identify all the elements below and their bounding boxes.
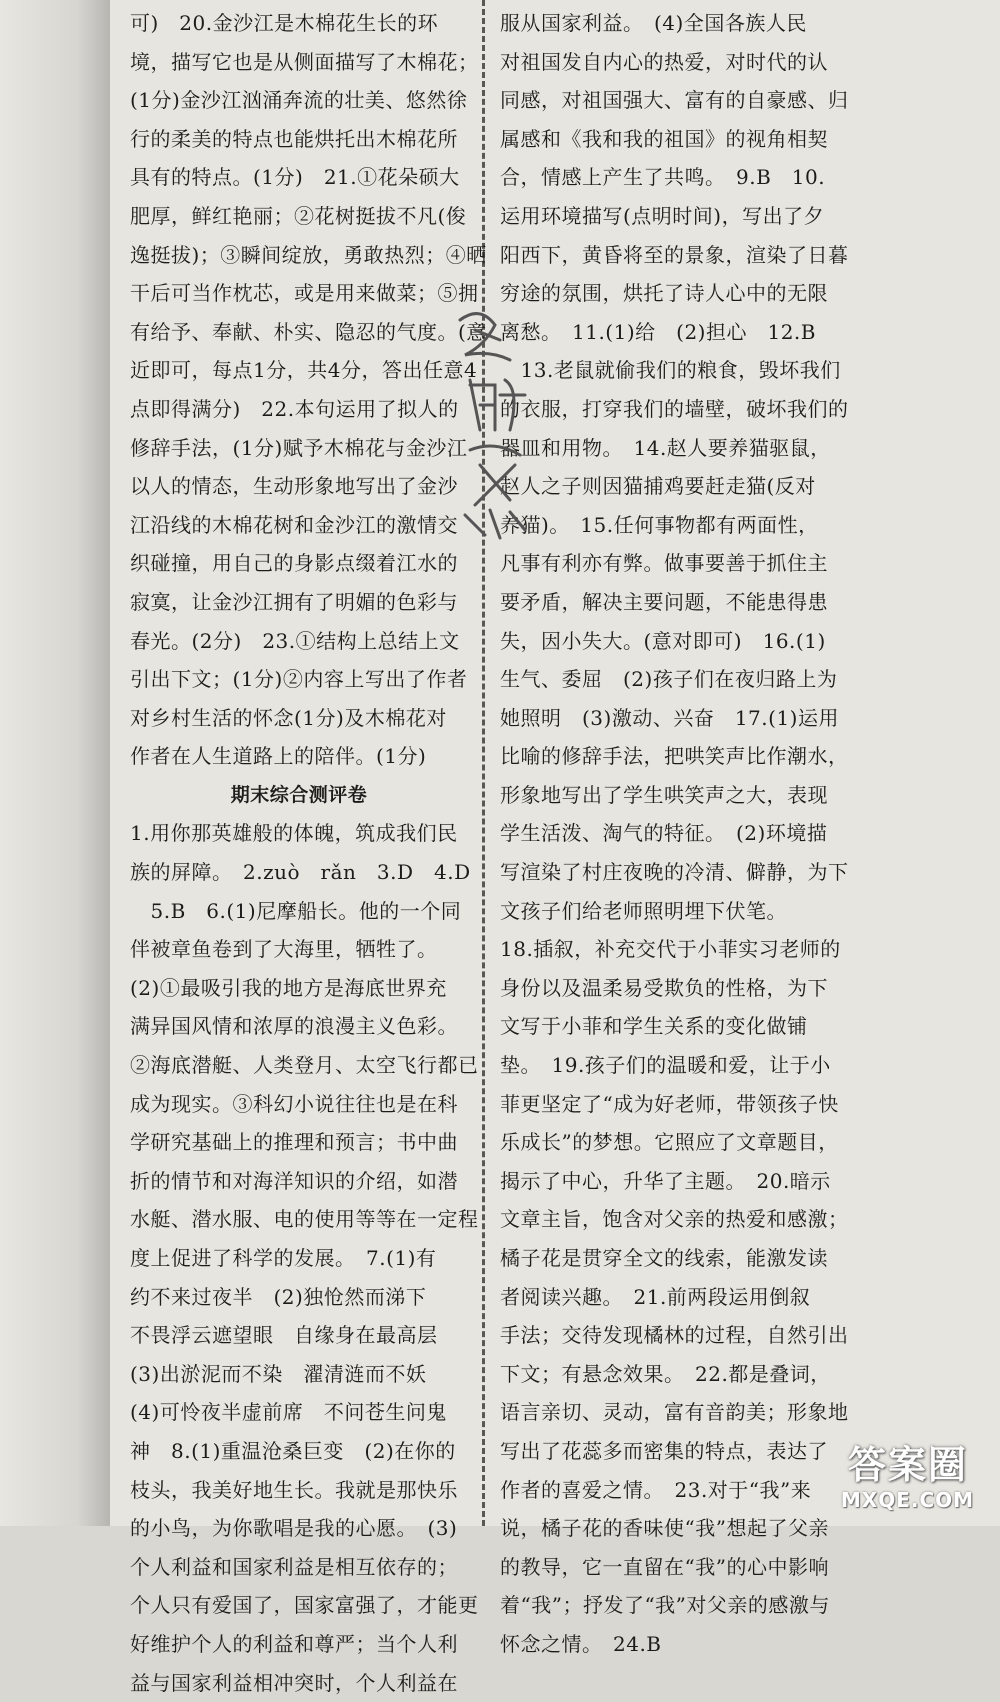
right-text-line: 属感和《我和我的祖国》的视角相契 — [500, 126, 828, 151]
right-text-line: 失，因小失大。(意对即可) 16.(1) — [500, 628, 826, 653]
right-text-line: 同感，对祖国强大、富有的自豪感、归 — [500, 88, 849, 113]
left-text-line: 5.B 6.(1)尼摩船长。他的一个同 — [130, 898, 462, 923]
right-text-line: 服从国家利益。 (4)全国各族人民 — [500, 11, 807, 35]
right-text-line: 的衣服，打穿我们的墙壁，破坏我们的 — [500, 396, 849, 421]
left-text-line: (4)可怜夜半虚前席 不问苍生问鬼 — [130, 1400, 447, 1425]
left-text-line: 益与国家利益相冲突时，个人利益在 — [130, 1670, 458, 1695]
left-text-line: 个人利益和国家利益是相互依存的； — [130, 1554, 458, 1579]
right-text-line: 18.插叙，补充交代于小菲实习老师的 — [500, 937, 841, 962]
right-text-line: 生气、委屈 (2)孩子们在夜归路上为 — [500, 667, 838, 692]
left-text-line: (1分)金沙江汹涌奔流的壮美、悠然徐 — [130, 88, 468, 113]
left-text-line: 学研究基础上的推理和预言；书中曲 — [130, 1130, 458, 1155]
right-text-line: 写渲染了村庄夜晚的冷清、僻静，为下 — [500, 860, 849, 885]
left-text-line: 修辞手法，(1分)赋予木棉花与金沙江 — [130, 435, 468, 460]
right-text-line: 合，情感上产生了共鸣。 9.B 10. — [500, 165, 826, 190]
left-text-line: 水艇、潜水服、电的使用等等在一定程 — [130, 1207, 479, 1232]
left-text-line: 作者在人生道路上的陪伴。(1分) — [130, 744, 427, 769]
column-divider — [482, 0, 485, 1526]
left-text-line: 的小鸟，为你歌唱是我的心愿。 (3) — [130, 1516, 458, 1541]
right-text-line: 对祖国发自内心的热爱，对时代的认 — [500, 49, 828, 74]
right-text-line: 怀念之情。 24.B — [500, 1631, 662, 1656]
right-text-line: 手法；交待发现橘林的过程，自然引出 — [500, 1323, 849, 1348]
left-text-line: 行的柔美的特点也能烘托出木棉花所 — [130, 126, 458, 151]
right-text-line: 揭示了中心，升华了主题。 20.暗示 — [500, 1168, 831, 1193]
right-text-line: 身份以及温柔易受欺负的性格，为下 — [500, 975, 828, 1000]
right-text-line: 她照明 (3)激动、兴奋 17.(1)运用 — [500, 705, 839, 730]
right-text-line: 凡事有利亦有弊。做事要善于抓住主 — [500, 551, 828, 576]
left-text-line: 个人只有爱国了，国家富强了，才能更 — [130, 1593, 479, 1618]
right-text-line: 学生活泼、淘气的特征。 (2)环境描 — [500, 821, 828, 846]
watermark-logo: 答案圈 — [847, 1443, 968, 1487]
left-text-line: 期末综合测评卷 — [230, 783, 368, 806]
right-text-line: 离愁。 11.(1)给 (2)担心 12.B — [500, 319, 816, 344]
left-text-line: 近即可，每点1分，共4分，答出任意4 — [130, 358, 478, 383]
left-text-line: 不畏浮云遮望眼 自缘身在最高层 — [130, 1323, 438, 1348]
left-text-line: 有给予、奉献、朴实、隐忍的气度。(意 — [130, 319, 487, 344]
right-text-line: 写出了花蕊多而密集的特点，表达了 — [500, 1438, 828, 1463]
right-text-line: 养猫)。 15.任何事物都有两面性， — [500, 512, 819, 537]
left-text-line: 枝头，我美好地生长。我就是那快乐 — [130, 1477, 458, 1502]
left-text-line: (2)①最吸引我的地方是海底世界充 — [130, 975, 447, 1000]
right-text-line: 穷途的氛围，烘托了诗人心中的无限 — [500, 281, 828, 306]
right-text-line: 下文；有悬念效果。 22.都是叠词， — [500, 1361, 831, 1386]
left-text-line: 好维护个人的利益和尊严；当个人利 — [130, 1631, 458, 1656]
right-text-line: 比喻的修辞手法，把哄笑声比作潮水， — [500, 744, 849, 769]
right-text-line: 形象地写出了学生哄笑声之大，表现 — [500, 782, 828, 807]
page-binding-shadow — [0, 0, 110, 1526]
right-text-line: 菲更坚定了“成为好老师，带领孩子快 — [500, 1091, 839, 1116]
left-text-line: 寂寞，让金沙江拥有了明媚的色彩与 — [130, 589, 458, 614]
right-text-line: 着“我”；抒发了“我”对父亲的感激与 — [500, 1593, 830, 1618]
right-text-line: 垫。 19.孩子们的温暖和爱，让于小 — [500, 1053, 831, 1078]
right-text-line: 文章主旨，饱含对父亲的热爱和感激； — [500, 1207, 849, 1232]
right-text-line: 13.老鼠就偷我们的粮食，毁坏我们 — [500, 358, 841, 383]
left-text-line: 以人的情态，生动形象地写出了金沙 — [130, 474, 458, 499]
right-column — [500, 4, 849, 1656]
left-text-line: 春光。(2分) 23.①结构上总结上文 — [130, 628, 460, 653]
right-text-line: 器皿和用物。 14.赵人要养猫驱鼠， — [500, 435, 831, 460]
left-text-line: 引出下文；(1分)②内容上写出了作者 — [130, 667, 468, 692]
left-text-line: 神 8.(1)重温沧桑巨变 (2)在你的 — [130, 1438, 456, 1463]
right-text-line: 乐成长”的梦想。它照应了文章题目， — [500, 1130, 839, 1155]
left-text-line: (3)出淤泥而不染 濯清涟而不妖 — [130, 1361, 427, 1386]
left-text-line: 干后可当作枕芯，或是用来做菜；⑤拥 — [130, 281, 479, 306]
left-text-line: 境，描写它也是从侧面描写了木棉花； — [130, 49, 479, 74]
left-text-line: 具有的特点。(1分) 21.①花朵硕大 — [130, 165, 460, 190]
right-text-line: 要矛盾，解决主要问题，不能患得患 — [500, 589, 828, 614]
left-text-line: 满异国风情和浓厚的浪漫主义色彩。 — [130, 1014, 458, 1039]
left-text-line: 成为现实。③科幻小说往往也是在科 — [130, 1091, 458, 1116]
left-text-line: 折的情节和对海洋知识的介绍，如潜 — [130, 1168, 458, 1193]
left-text-line: 1.用你那英雄般的体魄，筑成我们民 — [130, 821, 458, 846]
right-text-line: 作者的喜爱之情。 23.对于“我”来 — [500, 1477, 812, 1502]
right-text-line: 橘子花是贯穿全文的线索，能激发读 — [500, 1246, 828, 1270]
site-watermark — [820, 1440, 995, 1522]
left-text-line: ②海底潜艇、人类登月、太空飞行都已 — [130, 1053, 479, 1078]
right-text-line: 赵人之子则因猫捕鸡要赶走猫(反对 — [500, 474, 816, 499]
right-text-line: 文孩子们给老师照明埋下伏笔。 — [500, 898, 787, 923]
watermark-site: MXQE.COM — [840, 1488, 975, 1512]
right-text-line: 运用环境描写(点明时间)，写出了夕 — [500, 203, 825, 228]
right-text-line: 者阅读兴趣。 21.前两段运用倒叙 — [500, 1284, 811, 1309]
left-text-line: 肥厚，鲜红艳丽；②花树挺拔不凡(俊 — [130, 203, 467, 228]
right-text-line: 语言亲切、灵动，富有音韵美；形象地 — [500, 1400, 849, 1425]
left-text-line: 约不来过夜半 (2)独怆然而涕下 — [130, 1284, 427, 1309]
left-text-line: 织碰撞，用自己的身影点缀着江水的 — [130, 551, 458, 576]
right-text-line: 文写于小菲和学生关系的变化做铺 — [500, 1014, 808, 1039]
left-text-line: 点即得满分) 22.本句运用了拟人的 — [130, 396, 459, 421]
left-text-line: 可) 20.金沙江是木棉花生长的环 — [130, 11, 439, 35]
left-text-line: 族的屏障。 2.zuò rǎn 3.D 4.D — [130, 860, 471, 885]
right-text-line: 阳西下，黄昏将至的景象，渲染了日暮 — [500, 242, 849, 267]
left-text-line: 伴被章鱼卷到了大海里，牺牲了。 — [130, 937, 438, 962]
left-text-line: 逸挺拔)；③瞬间绽放，勇敢热烈；④晒 — [130, 242, 487, 267]
right-text-line: 的教导，它一直留在“我”的心中影响 — [500, 1554, 829, 1579]
right-text-line: 说，橘子花的香味使“我”想起了父亲 — [500, 1516, 829, 1541]
left-text-line: 对乡村生活的怀念(1分)及木棉花对 — [130, 705, 447, 730]
left-text-line: 度上促进了科学的发展。 7.(1)有 — [130, 1246, 437, 1270]
left-text-line: 江沿线的木棉花树和金沙江的激情交 — [130, 512, 458, 537]
left-column — [130, 4, 487, 1695]
